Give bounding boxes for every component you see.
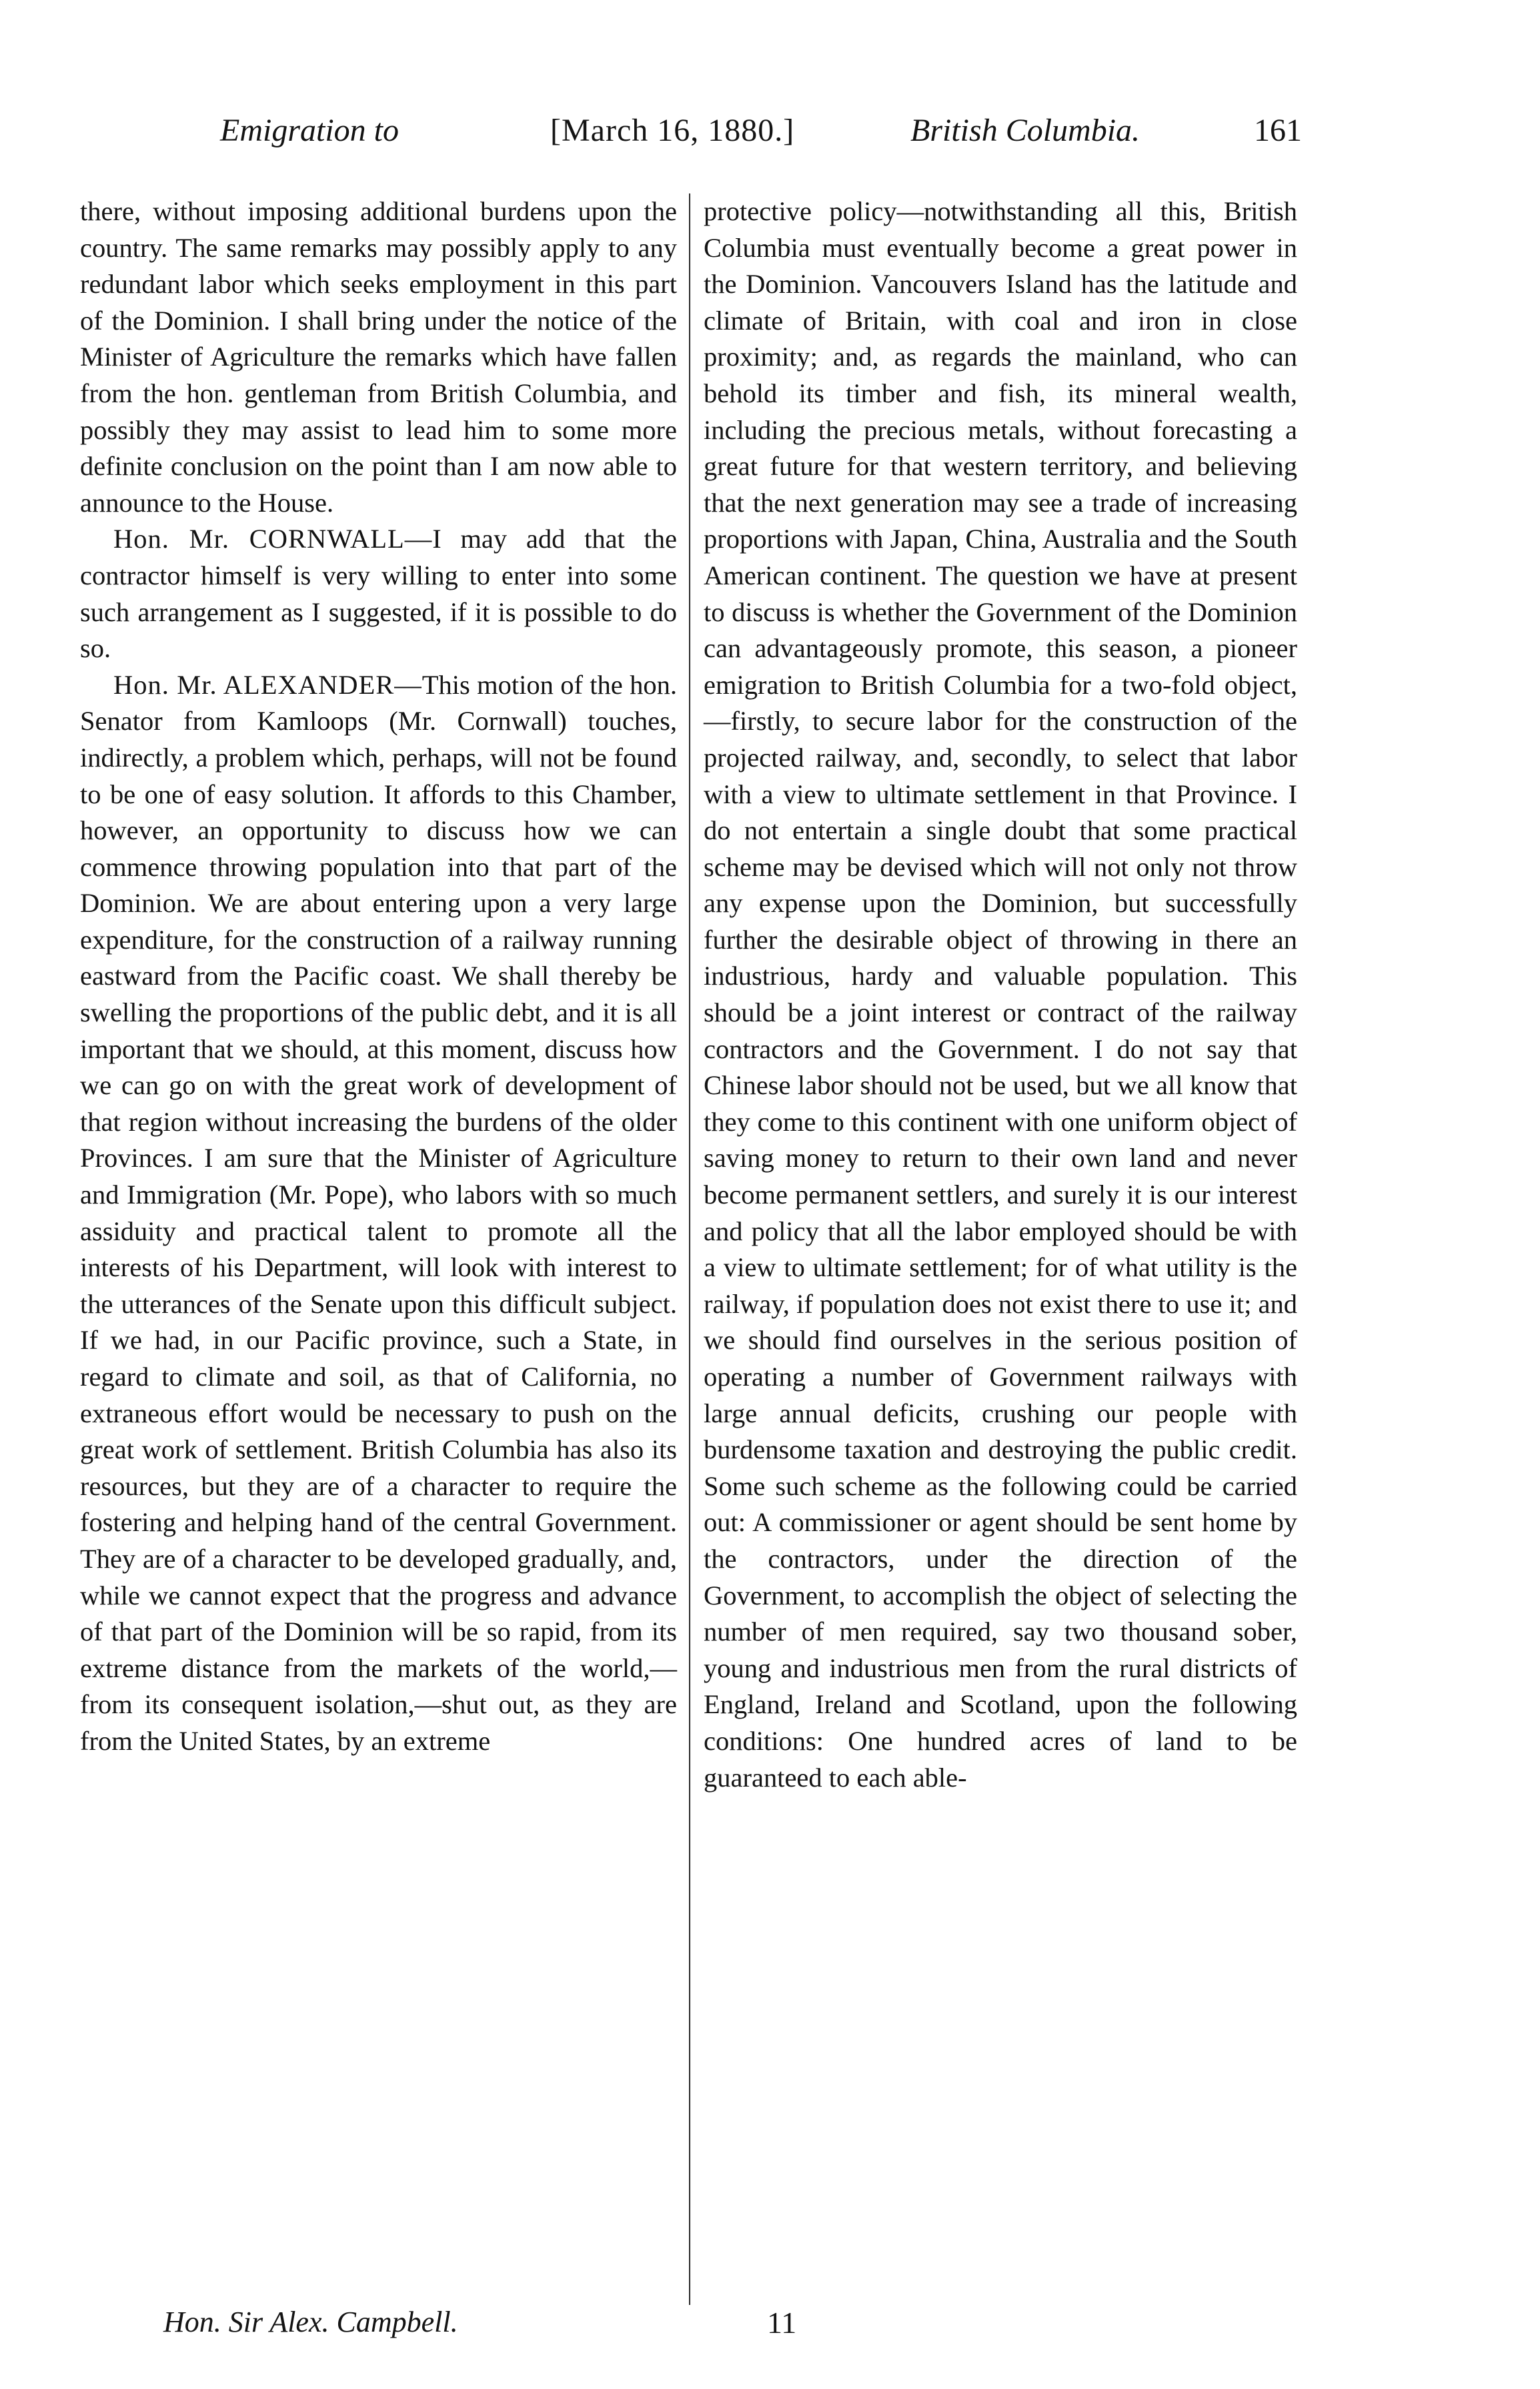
page-number: 161 [1254,113,1302,148]
speech-text: This motion of the hon. Senator from Kamloops (Mr. Cornwall) touches, indirectly, a problem which, perhaps, will not be found to be one of easy solution. It affords to this Chamber, however, an opportunity to discuss how we can commence throwing population into that part of the Dominion. We are about entering upon a very large expenditure, for the construction of a railway running eastward from the Pacific coast. We shall thereby be swelling the proportions of the public debt, and it is all important that we should, at this moment, discuss how we can go on with the great work of development of that region without increasing the burdens of the older Provinces. I am sure that the Minister of Agriculture and Immigration (Mr. Pope), who labors with so much assiduity and practical talent to promote all the interests of his Department, will look with interest to the utterances of the Senate upon this difficult subject. If we had, in our Pacific province, such a State, in regard to climate and soil, as that of California, no extraneous effort would be necessary to push on the great work of settlement. British Columbia has also its resources, but they are of a character to require the fostering and helping hand of the central Government. They are of a character to be developed gradually, and, while we cannot expect that the progress and advance of that part of the Dominion will be so rapid, from its extreme distance from the markets of the world,—from its consequent isolation,—shut out, as they are from the United States, by an extreme [80,669,677,1756]
speech-paragraph [80,667,677,1760]
right-column [704,193,1297,1796]
left-column [80,193,677,1760]
header-right-title: British Columbia. [910,113,1140,148]
speech-paragraph [80,521,677,666]
footer-speaker-name: Hon. Sir Alex. Campbell. [163,2306,458,2338]
speaker-name: Hon. Mr. ALEXANDER— [113,669,422,700]
running-header [80,112,1467,165]
header-date: [March 16, 1880.] [550,113,795,148]
speaker-name: Hon. Mr. CORNWALL— [113,524,433,554]
signature-mark: 11 [767,2306,797,2340]
paragraph: protective policy—notwithstanding all this, British Columbia must eventually become a great power in the Dominion. Vancouvers Island has the latitude and climate of Britain, with coal and iron in close proximity; and, as regards the mainland, who can behold its timber and fish, its mineral wealth, including the precious metals, without forecasting a great future for that western territory, and believing that the next generation may see a trade of increasing proportions with Japan, China, Australia and the South American continent. The question we have at present to discuss is whether the Government of the Dominion can advantageously promote, this season, a pioneer emigration to British Columbia for a two-fold object,—firstly, to secure labor for the construction of the projected railway, and, secondly, to select that labor with a view to ultimate settlement in that Province. I do not entertain a single doubt that some practical scheme may be devised which will not only not throw any expense upon the Dominion, but successfully further the desirable object of throwing in there an industrious, hardy and valuable population. This should be a joint interest or contract of the railway contractors and the Government. I do not say that Chinese labor should not be used, but we all know that they come to this continent with one uniform object of saving money to return to their own land and never become permanent settlers, and surely it is our interest and policy that all the labor employed should be with a view to ultimate settlement; for of what utility is the railway, if population does not exist there to use it; and we should find ourselves in the serious position of operating a number of Government railways with large annual deficits, crushing our people with burdensome taxation and destroying the public credit. Some such scheme as the following could be carried out: A commissioner or agent should be sent home by the contractors, under the direction of the Government, to accomplish the object of selecting the number of men required, say two thousand sober, young and industrious men from the rural districts of England, Ireland and Scotland, upon the following conditions: One hundred acres of land to be guaranteed to each able- [704,196,1297,1793]
speech-text: I may add that the contractor himself is very willing to enter into some such arrangement as I suggested, if it is possible to do so. [80,524,677,664]
header-left-title: Emigration to [220,113,400,148]
paragraph: there, without imposing additional burdens upon the country. The same remarks may possibly apply to any redundant labor which seeks employment in this part of the Dominion. I shall bring under the notice of the Minister of Agriculture the remarks which have fallen from the hon. gentleman from British Columbia, and possibly they may assist to lead him to some more definite conclusion on the point than I am now able to announce to the House. [80,196,677,518]
column-divider [689,193,690,2305]
